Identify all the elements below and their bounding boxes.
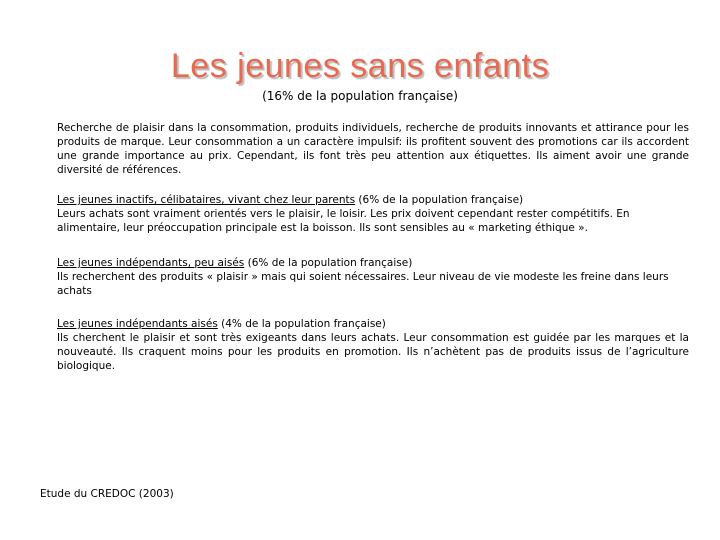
section-inactive-youth [57, 193, 689, 235]
section-text: Leurs achats sont vraiment orientés vers le plaisir, le loisir. Les prix doivent cependant rester compétitifs. En alimentaire, leur préoccupation principale est la boisson. Ils sont sensibles au « marketing éthique ». [57, 208, 630, 234]
source-citation: Etude du CREDOC (2003) [40, 488, 174, 500]
section-heading: Les jeunes indépendants aisés [57, 318, 218, 330]
section-share: (4% de la population française) [217, 318, 386, 330]
section-heading: Les jeunes indépendants, peu aisés [57, 257, 245, 269]
slide-subtitle: (16% de la population française) [262, 89, 458, 103]
section-independent-wealthy [57, 317, 689, 373]
section-text: Ils cherchent le plaisir et sont très exigeants dans leurs achats. Leur consommation est guidée par les marques et la nouveauté. Ils craquent moins pour les produits en promotion. Ils n’achètent pas de produits issus de l’agriculture biologique. [57, 332, 689, 372]
section-header [57, 256, 689, 270]
section-share: (6% de la population française) [355, 194, 524, 206]
section-header [57, 193, 689, 207]
intro-paragraph: Recherche de plaisir dans la consommation, produits individuels, recherche de produits innovants et attirance pour les produits de marque. Leur consommation a un caractère impulsif: ils profitent souvent des promotions car ils accordent une grande importance au prix. Cependant, ils font très peu attention aux étiquettes. Ils aiment avoir une grande diversité de références. [57, 122, 689, 176]
slide-title: Les jeunes sans enfants [170, 47, 550, 85]
section-header [57, 317, 689, 331]
section-heading: Les jeunes inactifs, célibataires, vivant chez leur parents [57, 194, 356, 206]
section-text: Ils recherchent des produits « plaisir » mais qui soient nécessaires. Leur niveau de vie modeste les freine dans leurs achats [57, 271, 669, 297]
section-share: (6% de la population française) [244, 257, 413, 269]
section-independent-modest [57, 256, 689, 298]
